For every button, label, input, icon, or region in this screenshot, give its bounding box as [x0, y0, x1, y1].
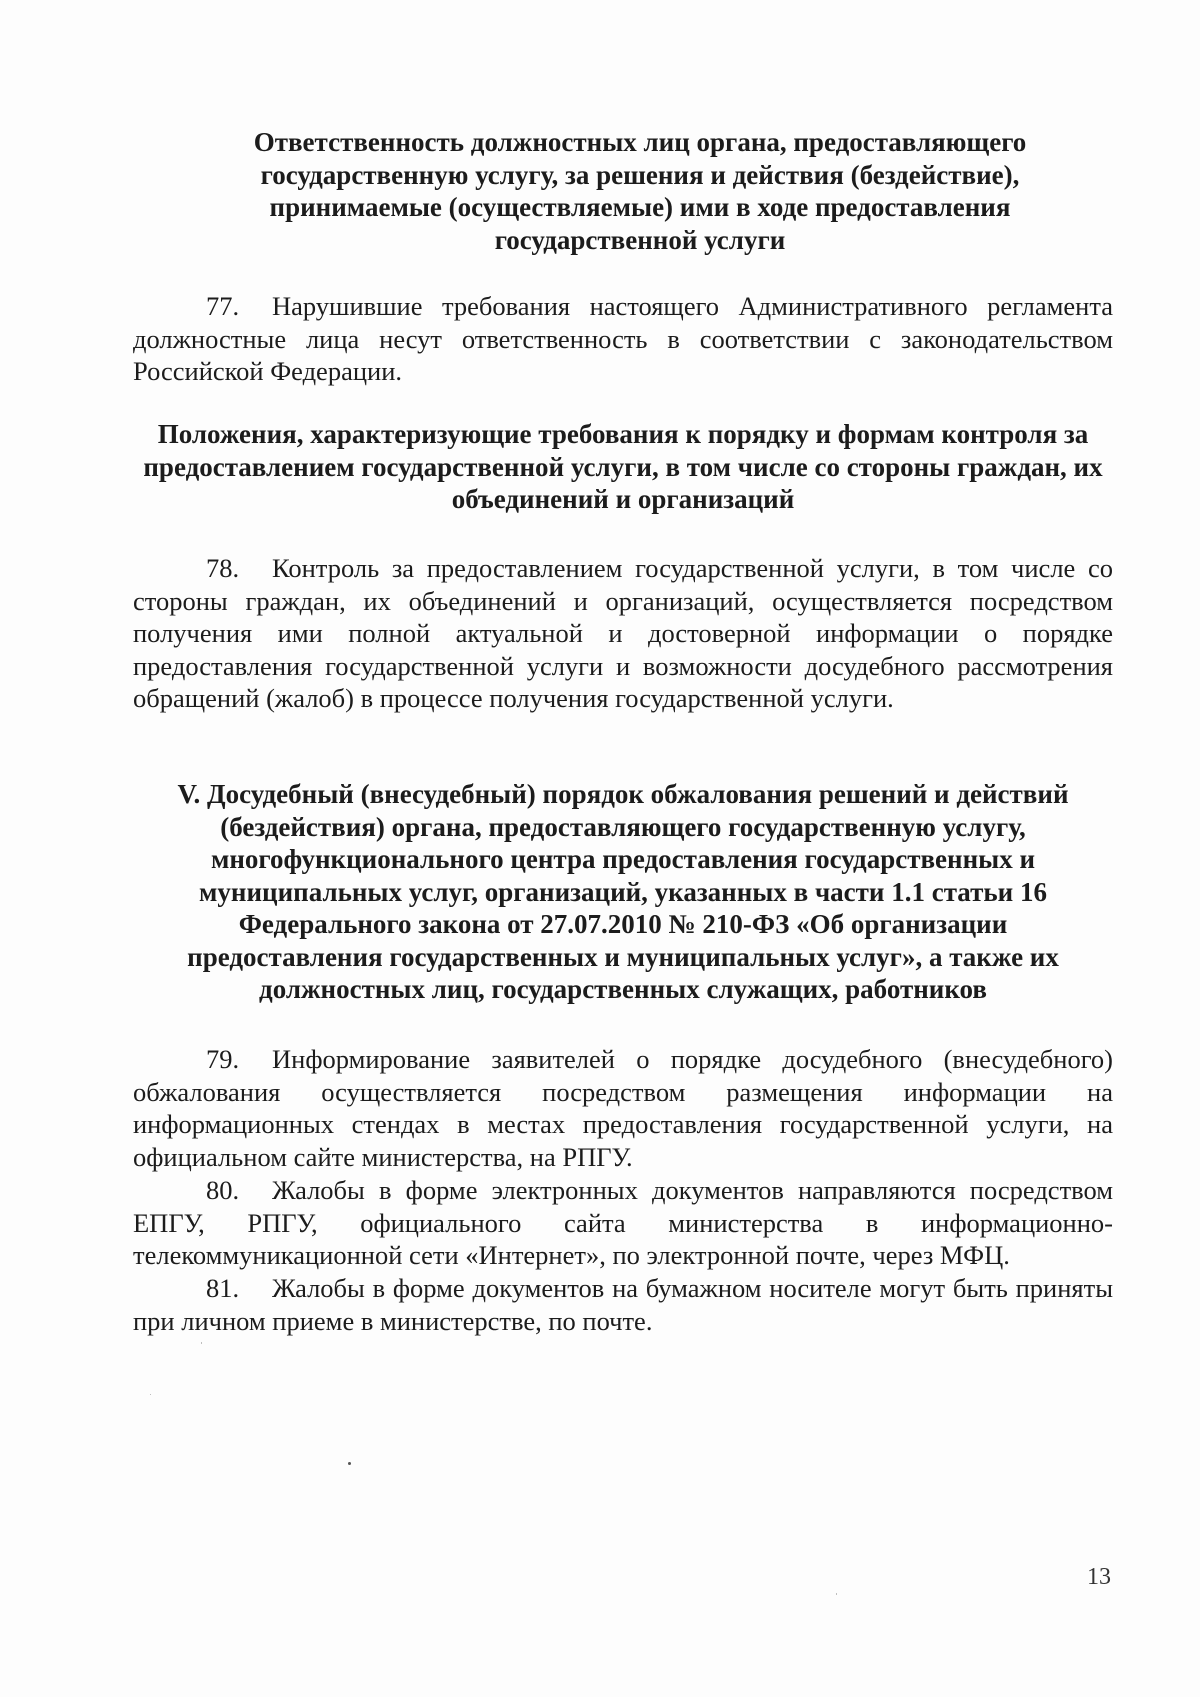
paragraph-79: [133, 1043, 1113, 1173]
chapter-heading-v: V. Досудебный (внесудебный) порядок обжалования решений и действий (бездействия) органа, предоставляющего государственную услугу, многофункционального центра предоставления государственных и муниципальных услуг, организаций, указанных в части 1.1 статьи 16 Федерального закона от 27.07.2010 № 210-ФЗ «Об организации предоставления государственных и муниципальных услуг», а также их должностных лиц, государственных служащих, работников: [177, 779, 1069, 1004]
paragraph-80-number: 80.: [206, 1175, 240, 1205]
paragraph-78-text: Контроль за предоставлением государственной услуги, в том числе со стороны граждан, их объединений и организаций, осуществляется посредством получения ими полной актуальной и достоверной информации о порядке предоставления государственной услуги и возможности досудебного рассмотрения обращений (жалоб) в процессе получения государственной услуги.: [133, 553, 1113, 714]
paragraph-78-number: 78.: [206, 553, 240, 583]
scan-speck: [836, 1593, 837, 1595]
paragraph-81: [133, 1272, 1113, 1337]
paragraph-77: [133, 290, 1113, 388]
scan-speck: [201, 1342, 202, 1344]
paragraph-77-text: Нарушившие требования настоящего Административного регламента должностные лица несут ответственность в соответствии с законодательством Российской Федерации.: [133, 291, 1113, 387]
section-heading-responsibility: Ответственность должностных лиц органа, предоставляющего государственную услугу, за решения и действия (бездействие), принимаемые (осуществляемые) ими в ходе предоставления государственной услуги: [253, 127, 1027, 255]
scan-speck: [348, 1462, 351, 1465]
page-number: 13: [1087, 1564, 1111, 1590]
paragraph-80: [133, 1174, 1113, 1272]
paragraph-77-number: 77.: [206, 291, 240, 321]
section-heading-control: Положения, характеризующие требования к порядку и формам контроля за предоставлением государственной услуги, в том числе со стороны граждан, их объединений и организаций: [143, 419, 1103, 514]
paragraph-79-text: Информирование заявителей о порядке досудебного (внесудебного) обжалования осуществляется посредством размещения информации на информационных стендах в местах предоставления государственной услуги, на официальном сайте министерства, на РПГУ.: [133, 1044, 1113, 1172]
scan-speck: [150, 1394, 151, 1395]
paragraph-81-number: 81.: [206, 1273, 240, 1303]
paragraph-80-text: Жалобы в форме электронных документов направляются посредством ЕПГУ, РПГУ, официального сайта министерства в информационно-телекоммуникационной сети «Интернет», по электронной почте, через МФЦ.: [133, 1175, 1113, 1271]
paragraph-78: [133, 552, 1113, 715]
paragraph-79-number: 79.: [206, 1044, 240, 1074]
paragraph-81-text: Жалобы в форме документов на бумажном носителе могут быть приняты при личном приеме в министерстве, по почте.: [133, 1273, 1113, 1336]
